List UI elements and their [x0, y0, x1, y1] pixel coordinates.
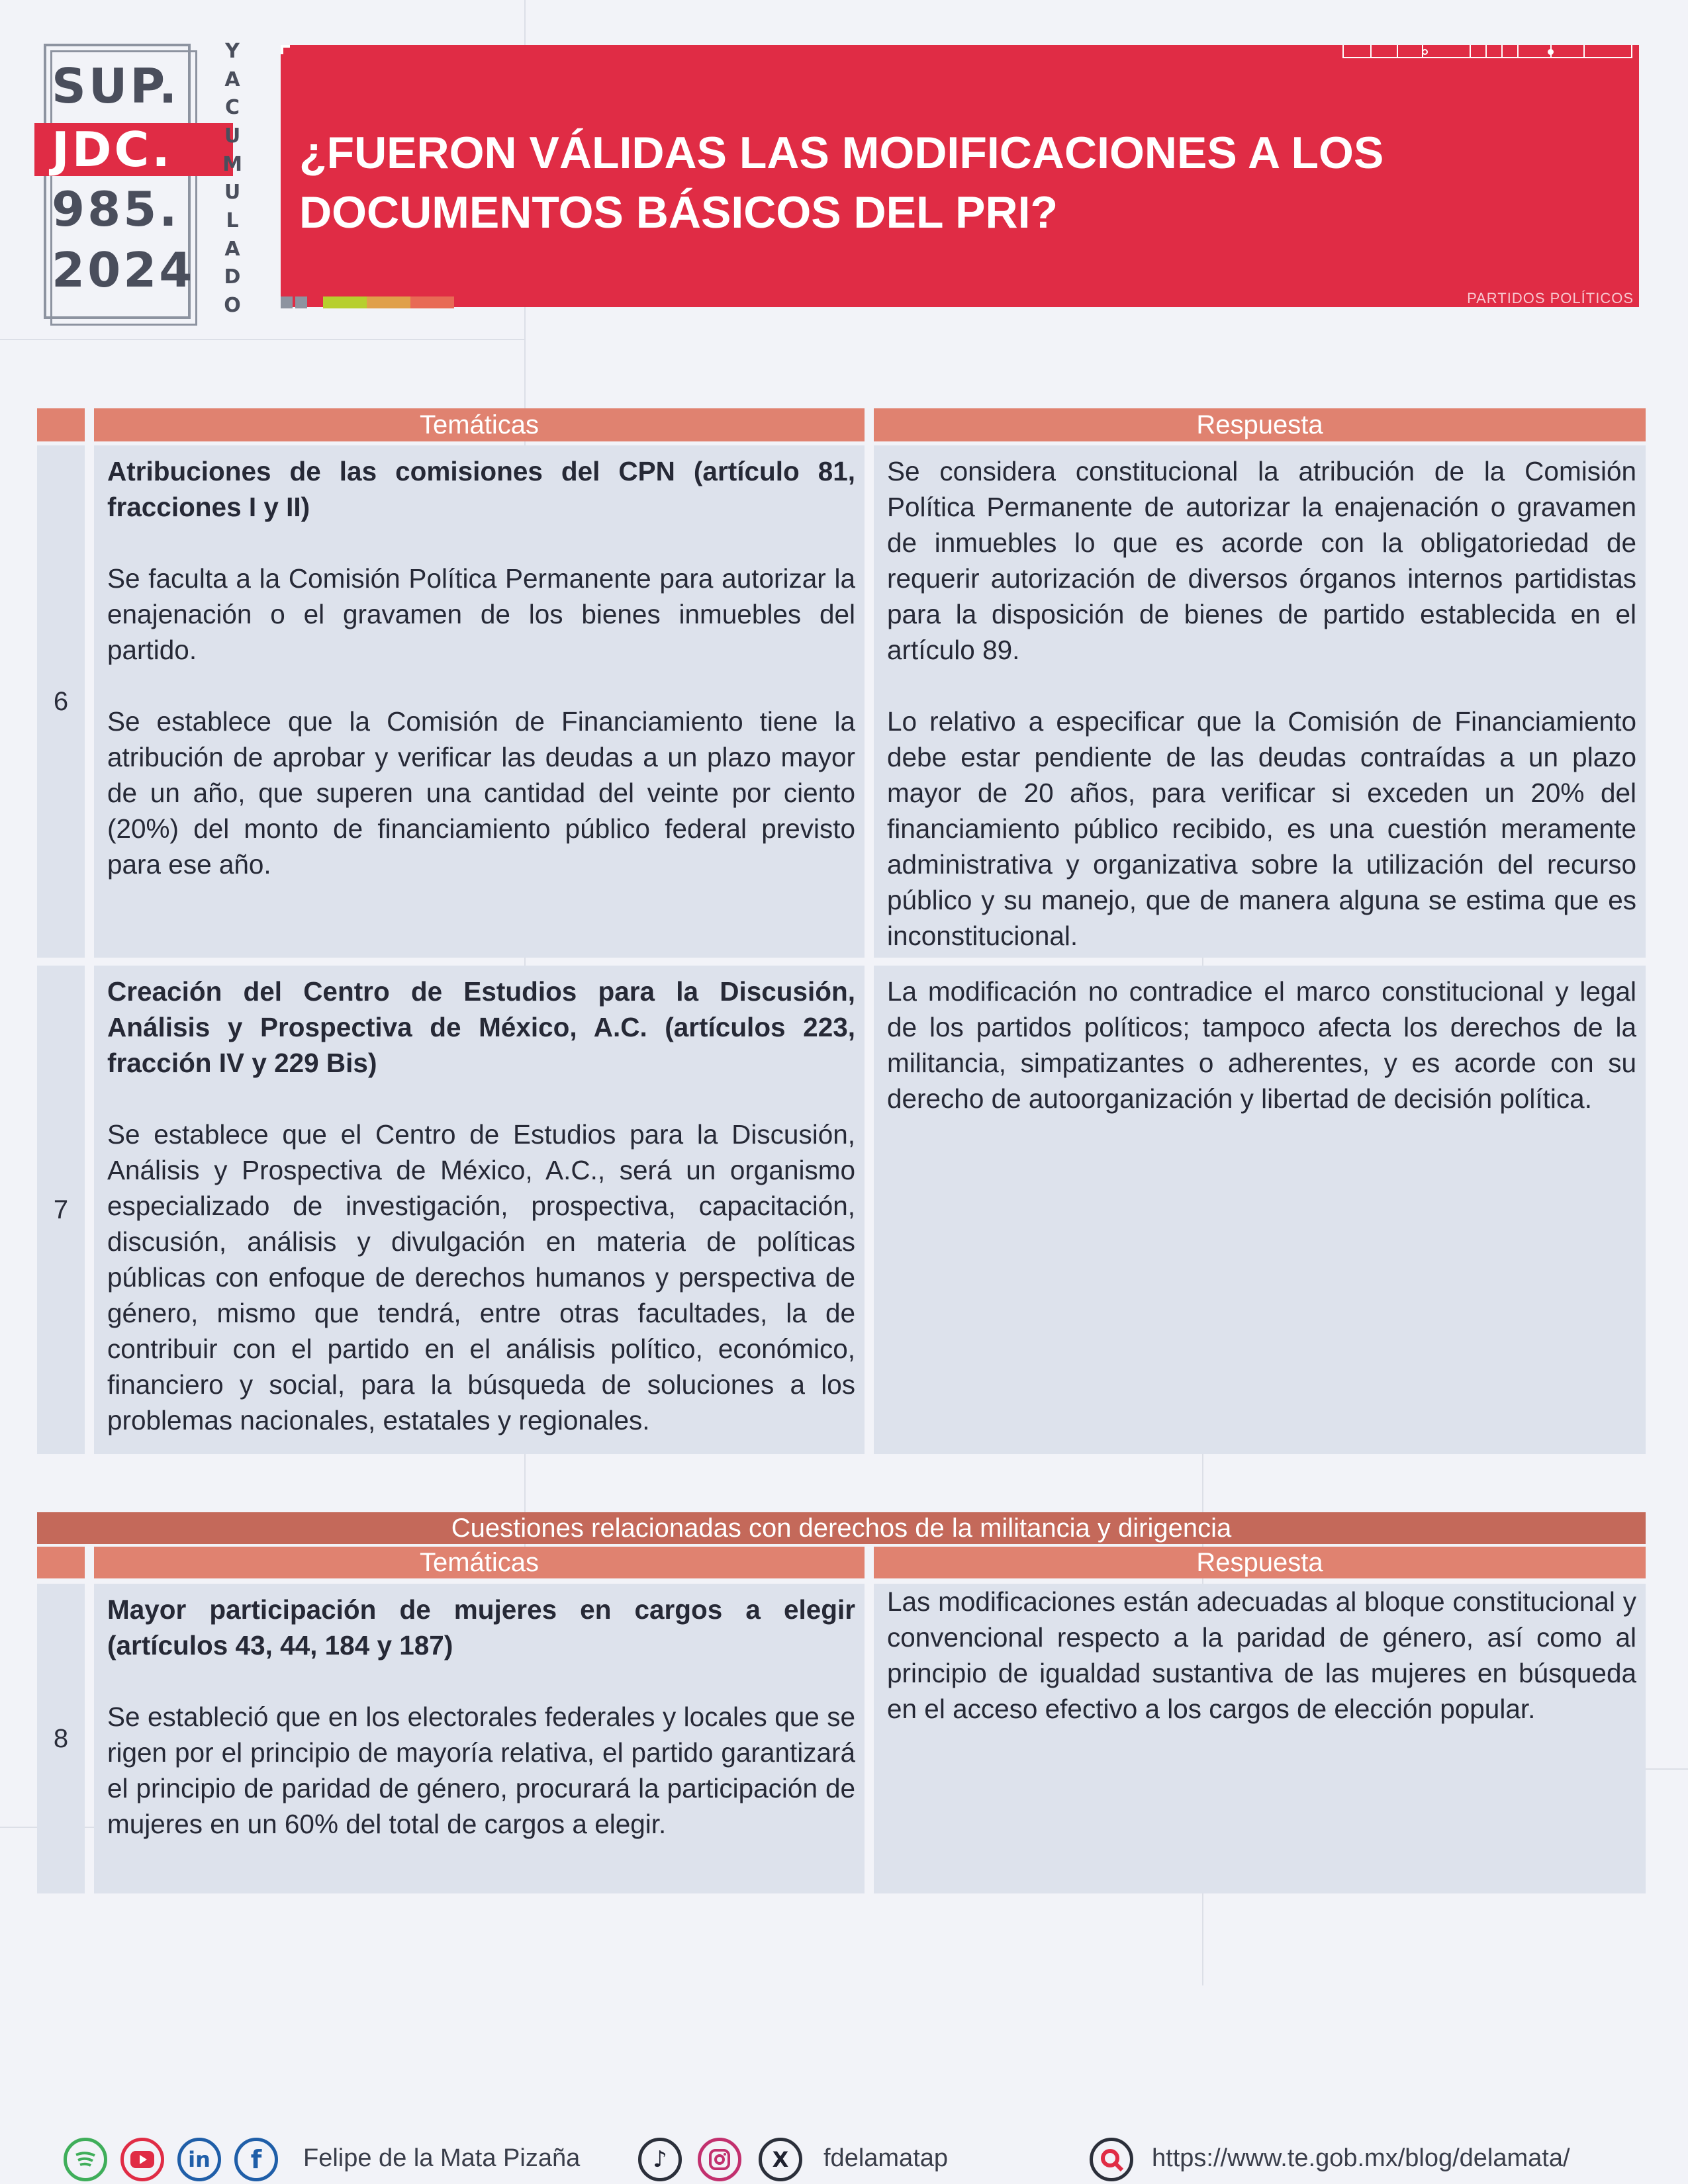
- respuesta-paragraph: Se considera constitucional la atribución de la Comisión Política Permanente de autorizar la enajenación o gravamen de inmuebles lo que es acorde con la obligatoriedad de requerir autorización de diversos órganos internos partidistas para la disposición de bienes de partido establecida en el artículo 89.: [887, 456, 1636, 665]
- tematica-title: Atribuciones de las comisiones del CPN (artículo 81, fracciones I y II): [107, 456, 855, 522]
- tematica-cell: [94, 1584, 865, 1893]
- number-column-header: [37, 408, 85, 441]
- respuesta-cell: [874, 966, 1646, 1454]
- tematica-title: Mayor participación de mujeres en cargos a elegir (artículos 43, 44, 184 y 187): [107, 1594, 855, 1661]
- facebook-icon[interactable]: f: [234, 2138, 278, 2181]
- tematicas-header: Temáticas: [94, 408, 865, 441]
- logo-line-highlight: JDC.: [34, 123, 233, 176]
- table-militancia-dirigencia: [37, 1512, 1646, 1896]
- page-title: ¿FUERON VÁLIDAS LAS MODIFICACIONES A LOS DOCUMENTOS BÁSICOS DEL PRI?: [299, 128, 1384, 238]
- tematica-paragraph: Se establece que el Centro de Estudios para la Discusión, Análisis y Prospectiva de México, A.C., será un organismo especializado de investigación, prospectiva, capacitación, discusión, análisis y divulgación en materia de políticas públicas con enfoque de derechos humanos y perspectiva de género, mismo que tendrá, entre otras facultades, la de contribuir con el partido en el análisis político, económico, financiero y social, para la búsqueda de soluciones a los problemas nacionales, estatales y regionales.: [107, 1119, 855, 1435]
- tematicas-header: Temáticas: [94, 1547, 865, 1578]
- respuesta-header: Respuesta: [874, 408, 1646, 441]
- author-name: Felipe de la Mata Pizaña: [303, 2144, 581, 2172]
- tematica-paragraph: Se establece que la Comisión de Financiamiento tiene la atribución de aprobar y verificar las deudas a un plazo mayor de un año, que superen una cantidad del veinte por ciento (20%) del monto de financiamiento público federal previsto para ese año.: [107, 706, 855, 880]
- respuesta-paragraph: Lo relativo a especificar que la Comisión de Financiamiento debe estar pendiente de las deudas contraídas a un plazo mayor de 20 años, para verificar si exceden un 20% del financiamiento público recibido, es una cuestión meramente administrativa y organizativa sobre la utilización del recurso público y su manejo, que de manera alguna se estima que es inconstitucional.: [887, 706, 1636, 951]
- tematica-cell: [94, 966, 865, 1454]
- youtube-icon[interactable]: [120, 2138, 164, 2181]
- social-handle: fdelamatap: [823, 2144, 949, 2172]
- tematica-paragraph: Se estableció que en los electorales federales y locales que se rigen por el principio de mayoría relativa, el partido garantizará el principio de paridad de género, procurará la participación de mujeres en un 60% del total de cargos a elegir.: [107, 1702, 855, 1839]
- row-number: 7: [37, 966, 85, 1454]
- corner-mark: [281, 45, 290, 54]
- respuesta-header: Respuesta: [874, 1547, 1646, 1578]
- respuesta-cell: [874, 1584, 1646, 1893]
- row-number: 8: [37, 1584, 85, 1893]
- number-column-header: [37, 1547, 85, 1578]
- section-title: Cuestiones relacionadas con derechos de la militancia y dirigencia: [37, 1512, 1646, 1544]
- ruler-ticks: [1342, 45, 1632, 58]
- tematica-cell: [94, 445, 865, 958]
- blog-url[interactable]: https://www.te.gob.mx/blog/delamata/: [1152, 2144, 1570, 2172]
- table-documentos-1: [37, 408, 1646, 1454]
- logo-line: 2024: [52, 242, 195, 298]
- tematica-title: Creación del Centro de Estudios para la Discusión, Análisis y Prospectiva de México, A.C. (artículos 223, fracción IV y 229 Bis): [107, 976, 855, 1078]
- respuesta-cell: [874, 445, 1646, 958]
- tematica-paragraph: Se faculta a la Comisión Política Permanente para autorizar la enajenación o el gravamen de los bienes inmuebles del partido.: [107, 563, 855, 665]
- x-icon[interactable]: X: [759, 2138, 802, 2181]
- spotify-icon[interactable]: [64, 2138, 107, 2181]
- footer: [0, 2138, 1688, 2184]
- tiktok-icon[interactable]: ♪: [638, 2138, 682, 2181]
- acumulado-vertical-word: Y A C U M U L A D O: [222, 40, 242, 317]
- respuesta-paragraph: La modificación no contradice el marco constitucional y legal de los partidos políticos; tampoco afecta los derechos de la militancia, simpatizantes o adherentes, y es acorde con su derecho de autoorganización y libertad de decisión política.: [887, 976, 1636, 1114]
- logo-line: 985.: [52, 181, 180, 237]
- row-number: 6: [37, 445, 85, 958]
- category-tag: PARTIDOS POLÍTICOS: [1467, 290, 1634, 306]
- instagram-icon[interactable]: [698, 2138, 741, 2181]
- search-icon[interactable]: [1090, 2138, 1133, 2181]
- guide-line: [0, 339, 524, 340]
- color-swatches: [281, 296, 454, 308]
- title-banner: [281, 45, 1639, 307]
- linkedin-icon[interactable]: in: [177, 2138, 221, 2181]
- respuesta-paragraph: Las modificaciones están adecuadas al bloque constitucional y convencional respecto a la paridad de género, así como al principio de igualdad sustantiva de las mujeres en búsqueda en el acceso efectivo a los cargos de elección popular.: [887, 1586, 1636, 1724]
- logo-line: SUP.: [52, 58, 180, 114]
